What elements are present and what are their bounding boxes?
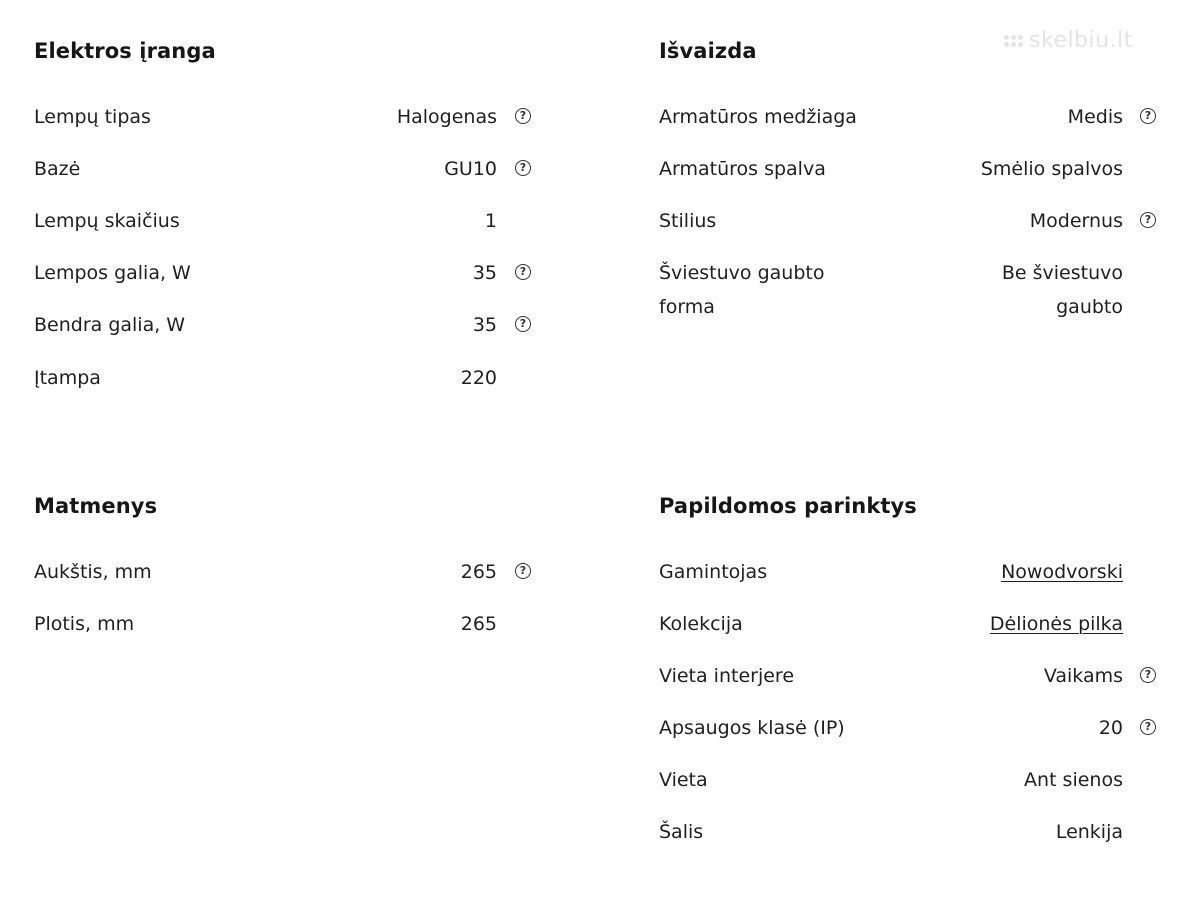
spec-label: Kolekcija: [659, 613, 743, 635]
help-icon[interactable]: ?: [515, 316, 531, 332]
manufacturer-link[interactable]: Nowodvorski: [1001, 561, 1123, 583]
spec-label: Bendra galia, W: [34, 314, 186, 336]
spec-label: [659, 256, 824, 324]
help-icon[interactable]: ?: [1140, 667, 1156, 683]
section-title: Išvaizda: [659, 39, 757, 63]
spec-value: Medis: [1067, 106, 1123, 128]
spec-label: Lempų tipas: [34, 106, 151, 128]
section-title: Elektros įranga: [34, 39, 216, 63]
section-title: Papildomos parinktys: [659, 494, 917, 518]
spec-value: 35: [472, 262, 497, 284]
spec-label: Armatūros spalva: [659, 158, 826, 180]
section-elektros-iranga: [34, 36, 554, 416]
spec-value: 265: [460, 613, 497, 635]
spec-label: Vieta interjere: [659, 665, 795, 687]
watermark-text: skelbiu.lt: [1029, 28, 1133, 53]
help-icon[interactable]: ?: [1140, 719, 1156, 735]
spec-value: 220: [460, 367, 497, 389]
help-icon[interactable]: ?: [515, 160, 531, 176]
spec-value: 265: [460, 561, 497, 583]
section-matmenys: [34, 491, 554, 651]
spec-value: 1: [484, 210, 497, 232]
spec-value: Lenkija: [1055, 821, 1123, 843]
spec-label-line: forma: [659, 296, 715, 318]
help-icon[interactable]: ?: [515, 108, 531, 124]
spec-value: GU10: [444, 158, 497, 180]
spec-value: Halogenas: [396, 106, 497, 128]
help-icon[interactable]: ?: [1140, 212, 1156, 228]
help-icon[interactable]: ?: [515, 264, 531, 280]
spec-label: Lempų skaičius: [34, 210, 180, 232]
spec-label: Lempos galia, W: [34, 262, 191, 284]
spec-value: Vaikams: [1043, 665, 1123, 687]
spec-value: Modernus: [1029, 210, 1123, 232]
spec-row-gaubto-forma: [659, 256, 1123, 326]
spec-value: 20: [1098, 717, 1123, 739]
spec-label: Apsaugos klasė (IP): [659, 717, 845, 739]
spec-label: Aukštis, mm: [34, 561, 152, 583]
section-title: Matmenys: [34, 494, 158, 518]
spec-label: Vieta: [659, 769, 708, 791]
spec-value: 35: [472, 314, 497, 336]
section-isvaizda: [659, 36, 1179, 336]
spec-label: Šalis: [659, 821, 704, 843]
spec-value: [843, 256, 1123, 324]
help-icon[interactable]: ?: [515, 563, 531, 579]
help-icon[interactable]: ?: [1140, 108, 1156, 124]
section-papildomos-parinktys: [659, 491, 1179, 871]
spec-value-line: Be šviestuvo: [1001, 262, 1123, 284]
spec-value-line: gaubto: [1056, 296, 1123, 318]
spec-label-line: Šviestuvo gaubto: [659, 262, 825, 284]
collection-link[interactable]: Dėlionės pilka: [989, 613, 1123, 635]
spec-value: Ant sienos: [1024, 769, 1123, 791]
spec-label: Įtampa: [34, 367, 101, 389]
spec-label: Stilius: [659, 210, 717, 232]
spec-label: Plotis, mm: [34, 613, 135, 635]
spec-label: Armatūros medžiaga: [659, 106, 857, 128]
spec-label: Bazė: [34, 158, 81, 180]
spec-label: Gamintojas: [659, 561, 768, 583]
spec-value: Smėlio spalvos: [980, 158, 1123, 180]
